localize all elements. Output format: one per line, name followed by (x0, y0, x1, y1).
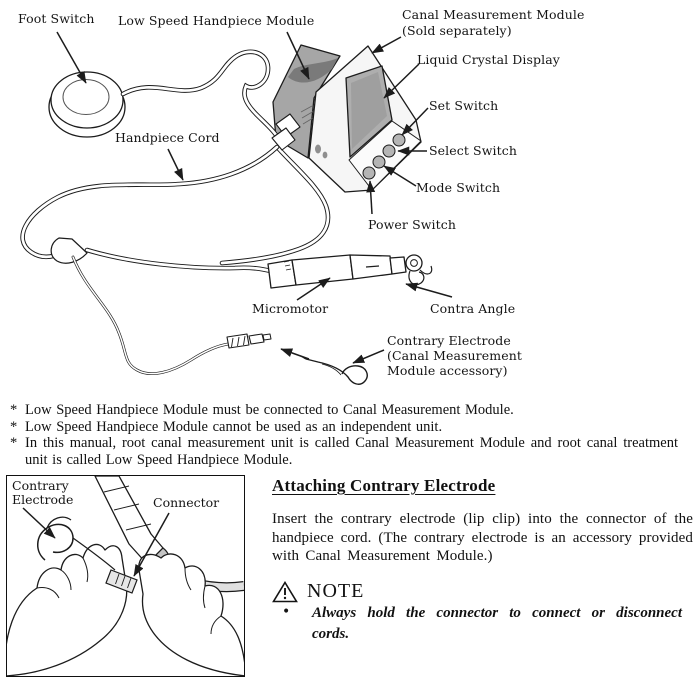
footnote-item (10, 402, 678, 419)
label-select-switch: Select Switch (429, 143, 517, 158)
attaching-section (272, 470, 693, 680)
label-contrary-electrode-sub2: Module accessory) (387, 363, 508, 378)
note-item (282, 603, 682, 645)
attachment-figure (6, 475, 245, 677)
footnote-item (10, 419, 678, 436)
footnote-text: In this manual, root canal measurement unit is called Canal Measurement Module and root canal treatment unit is called Low Speed Handpiece Module. (25, 435, 678, 468)
footnote-marker: * (10, 402, 18, 418)
label-contrary-electrode-sub1: (Canal Measurement (387, 348, 522, 363)
label-power-switch: Power Switch (368, 217, 457, 232)
footnote-text: Low Speed Handpiece Module must be connected to Canal Measurement Module. (25, 402, 514, 418)
bullet-marker: • (282, 604, 291, 620)
label-micromotor: Micromotor (252, 301, 329, 316)
figure-label-electrode: Electrode (12, 492, 74, 507)
footnote-item (10, 435, 678, 468)
note-header (272, 580, 364, 603)
label-contrary-electrode: Contrary Electrode (387, 333, 511, 348)
micromotor-art (268, 255, 432, 288)
label-foot-switch: Foot Switch (18, 11, 95, 26)
footnotes (10, 402, 678, 468)
label-low-speed-handpiece-module: Low Speed Handpiece Module (118, 13, 315, 28)
figure-hands-art (7, 544, 244, 676)
figure-label-contrary: Contrary (12, 478, 69, 493)
footnote-marker: * (10, 435, 18, 451)
label-set-switch: Set Switch (429, 98, 499, 113)
label-canal-measurement-module-sub: (Sold separately) (402, 23, 512, 38)
figure-label-connector: Connector (153, 495, 220, 510)
section-body: Insert the contrary electrode (lip clip) into the connector of the handpiece cord. (The contrary electrode is an accessory provided with Canal Measurement Module.) (272, 511, 693, 565)
probe-cord-art (51, 238, 271, 374)
section-heading: Attaching Contrary Electrode (272, 476, 496, 495)
warning-triangle-icon (272, 581, 298, 603)
label-mode-switch: Mode Switch (416, 180, 501, 195)
device-art (273, 45, 421, 192)
footnote-text: Low Speed Handpiece Module cannot be used as an independent unit. (25, 418, 443, 435)
note-item-text: Always hold the connector to connect or disconnect cords. (312, 605, 682, 642)
label-canal-measurement-module: Canal Measurement Module (402, 7, 585, 22)
note-title: NOTE (307, 580, 365, 602)
label-handpiece-cord: Handpiece Cord (115, 130, 220, 145)
label-contra-angle: Contra Angle (430, 301, 516, 316)
foot-switch-art (49, 72, 125, 137)
label-liquid-crystal-display: Liquid Crystal Display (417, 52, 560, 67)
footnote-marker: * (10, 418, 18, 435)
